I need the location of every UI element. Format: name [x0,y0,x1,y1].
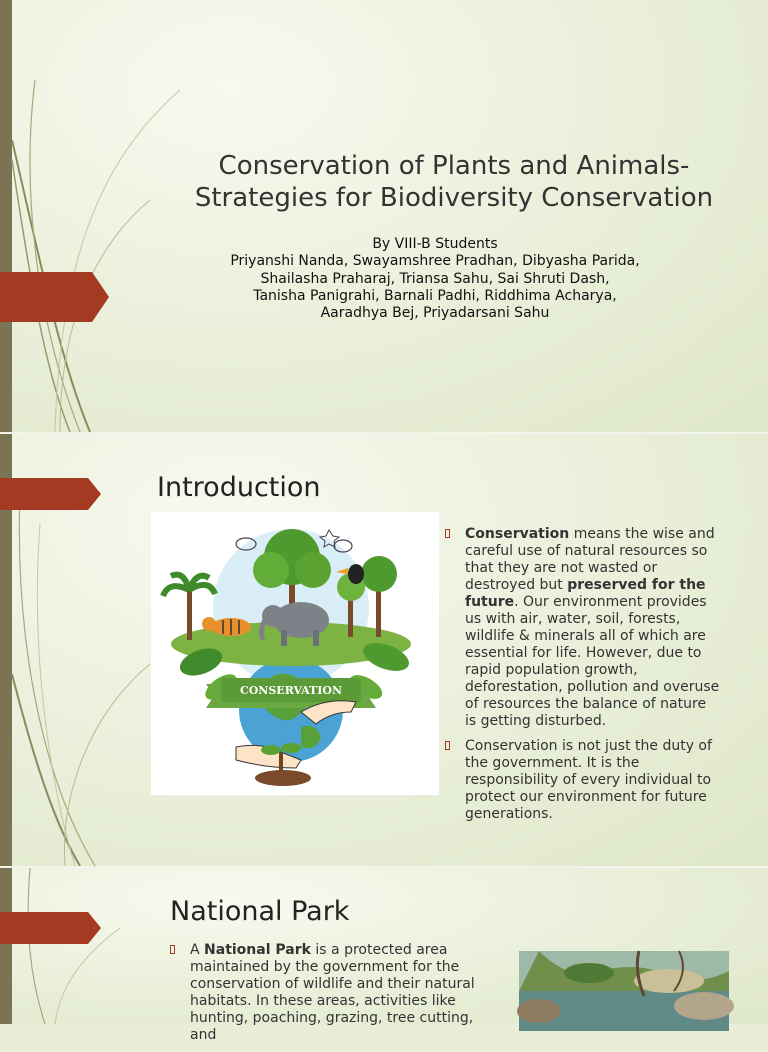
list-item [445,738,721,823]
bullet-icon [445,529,450,538]
presentation-title [150,150,758,214]
bullet-text: A [190,942,205,958]
bold-term: preserved for the future [465,577,706,610]
byline: By VIII-B Students [372,236,498,252]
accent-arrow-tab [0,912,102,944]
list-item [445,526,721,730]
bold-term: National Park [204,942,311,958]
list-item [170,942,495,1044]
decorative-swoosh-lines [0,0,200,432]
national-park-photo [519,951,729,1031]
bullet-icon [170,945,175,954]
banner-text: CONSERVATION [239,684,343,697]
author-line: Priyanshi Nanda, Swayamshree Pradhan, Dibyasha Parida, [230,253,640,270]
accent-arrow-tab [0,272,110,322]
bullet-text: . Our environment provides us with air, water, soil, forests, wildlife & minerals all of which are essential for life. However, due to rapid population growth, deforestation, pollution and overuse of resources the balance of nature is getting disturbed. [465,594,720,729]
bullet-icon [445,741,450,750]
section-title: Introduction [157,472,321,503]
accent-arrow-tab [0,478,102,510]
bullet-text: is a protected area maintained by the government for the conservation of wildlife and their natural habitats. In these areas, activities like hunting, poaching, grazing, tree cutting, and [190,942,475,1043]
author-line: Shailasha Praharaj, Triansa Sahu, Sai Shruti Dash, [260,270,610,287]
conservation-illustration [151,512,439,795]
author-line: Tanisha Panigrahi, Barnali Padhi, Riddhima Acharya, [253,287,617,304]
presentation-subtitle [150,236,720,322]
slide-introduction [0,434,768,866]
bullet-text: Conservation is not just the duty of the government. It is the responsibility of every individual to protect our environment for future generations. [465,738,712,822]
title-line-1: Conservation of Plants and Animals- [218,151,690,181]
bold-term: Conservation [465,526,570,542]
national-park-bullets [170,942,495,1052]
title-line-2: Strategies for Biodiversity Conservation [194,183,714,213]
bullet-text: means the wise and careful use of natural resources so that they are not wasted or destroyed but [465,526,715,593]
introduction-bullets [445,526,721,831]
slide-national-park [0,868,768,1043]
slide-title [0,0,768,432]
author-line: Aaradhya Bej, Priyadarsani Sahu [320,305,550,322]
section-title: National Park [170,896,350,927]
